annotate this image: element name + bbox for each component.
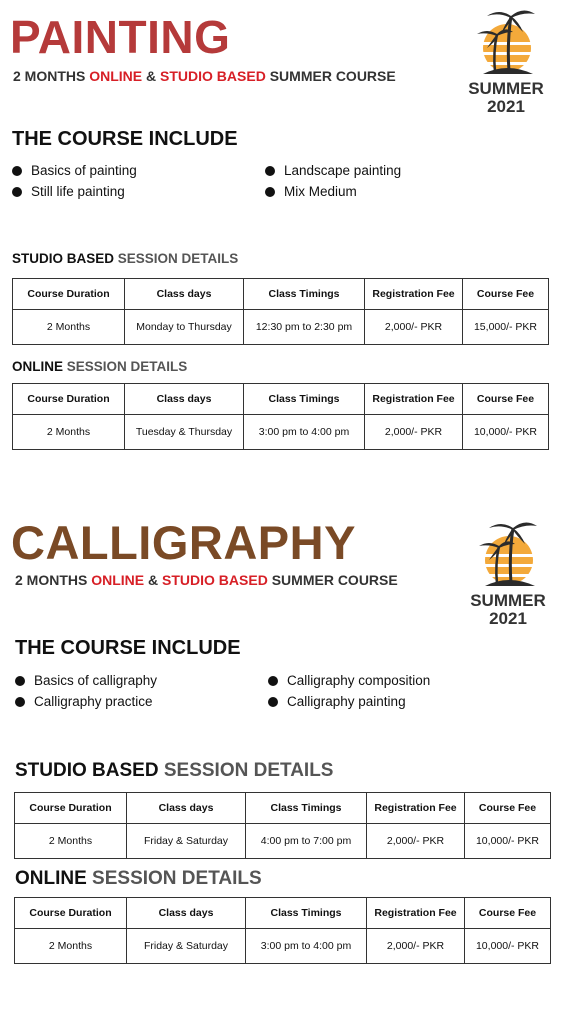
course-include-heading: THE COURSE INCLUDE <box>12 128 238 150</box>
badge-year: 2021 <box>487 97 525 116</box>
list-item-label: Calligraphy painting <box>287 694 406 709</box>
subtitle-suffix: SUMMER COURSE <box>265 68 396 84</box>
subtitle-online: ONLINE <box>89 68 143 84</box>
heading-rest: SESSION DETAILS <box>86 868 262 889</box>
header-cell: Course Fee <box>463 384 549 415</box>
header-cell: Class Timings <box>246 898 367 929</box>
course-items-list <box>12 163 518 199</box>
bullet-icon <box>12 166 22 176</box>
subtitle-amp: & <box>142 68 161 84</box>
header-cell: Registration Fee <box>365 279 463 310</box>
table-cell: 4:00 pm to 7:00 pm <box>246 824 367 859</box>
table-cell: Friday & Saturday <box>127 929 246 964</box>
table-header-row <box>13 384 549 415</box>
heading-rest: SESSION DETAILS <box>158 760 334 781</box>
course-include-heading: THE COURSE INCLUDE <box>15 637 241 659</box>
table-cell: 12:30 pm to 2:30 pm <box>244 310 365 345</box>
list-item-label: Landscape painting <box>284 163 402 178</box>
header-cell: Class days <box>125 384 244 415</box>
heading-bold: ONLINE <box>12 359 64 374</box>
painting-section <box>0 0 563 470</box>
heading-rest: SESSION DETAILS <box>63 359 188 374</box>
header-cell: Course Duration <box>15 898 127 929</box>
bullet-icon <box>265 187 275 197</box>
list-item-label: Calligraphy practice <box>34 694 153 709</box>
list-item <box>268 673 521 688</box>
list-item <box>15 673 268 688</box>
table-cell: 3:00 pm to 4:00 pm <box>246 929 367 964</box>
painting-title: PAINTING <box>10 11 231 63</box>
online-session-table <box>14 897 551 964</box>
header-cell: Class Timings <box>246 793 367 824</box>
list-item <box>15 694 268 709</box>
calligraphy-title: CALLIGRAPHY <box>11 516 356 569</box>
course-items-list <box>15 673 521 709</box>
studio-session-heading <box>15 760 333 782</box>
table-cell: 2 Months <box>13 415 125 450</box>
table-row <box>13 415 549 450</box>
subtitle-prefix: 2 MONTHS <box>15 572 92 588</box>
table-row <box>15 824 551 859</box>
table-cell: 3:00 pm to 4:00 pm <box>244 415 365 450</box>
bullet-icon <box>15 676 25 686</box>
subtitle-studio: STUDIO BASED <box>160 68 266 84</box>
subtitle-suffix: SUMMER COURSE <box>267 572 398 588</box>
bullet-icon <box>268 697 278 707</box>
list-item-label: Mix Medium <box>284 184 357 199</box>
table-cell: 10,000/- PKR <box>465 824 551 859</box>
table-cell: 10,000/- PKR <box>463 415 549 450</box>
table-header-row <box>15 793 551 824</box>
table-cell: 2,000/- PKR <box>365 415 463 450</box>
header-cell: Course Duration <box>13 279 125 310</box>
header-cell: Course Fee <box>465 793 551 824</box>
online-session-heading <box>15 868 262 890</box>
header-cell: Class days <box>127 793 246 824</box>
bullet-icon <box>15 697 25 707</box>
table-row <box>15 929 551 964</box>
summer-badge <box>461 2 551 116</box>
table-cell: 15,000/- PKR <box>463 310 549 345</box>
online-session-table <box>12 383 549 450</box>
online-session-heading <box>12 359 187 374</box>
bullet-icon <box>268 676 278 686</box>
heading-rest: SESSION DETAILS <box>114 251 239 266</box>
badge-season: SUMMER <box>468 79 544 98</box>
table-cell: 2 Months <box>15 824 127 859</box>
subtitle-online: ONLINE <box>91 572 145 588</box>
table-cell: Friday & Saturday <box>127 824 246 859</box>
heading-bold: ONLINE <box>15 868 87 889</box>
table-header-row <box>15 898 551 929</box>
list-item <box>268 694 521 709</box>
header-cell: Course Duration <box>15 793 127 824</box>
list-item <box>265 184 518 199</box>
header-cell: Class days <box>127 898 246 929</box>
header-cell: Course Fee <box>463 279 549 310</box>
badge-season: SUMMER <box>470 591 546 610</box>
header-cell: Registration Fee <box>365 384 463 415</box>
badge-year: 2021 <box>489 609 527 628</box>
table-cell: 2,000/- PKR <box>367 929 465 964</box>
list-item-label: Still life painting <box>31 184 125 199</box>
table-cell: 2 Months <box>15 929 127 964</box>
list-item <box>265 163 518 178</box>
palm-island-icon <box>471 2 541 80</box>
studio-session-table <box>14 792 551 859</box>
header-cell: Course Duration <box>13 384 125 415</box>
studio-session-heading <box>12 251 238 266</box>
painting-subtitle <box>13 68 396 84</box>
list-item-label: Calligraphy composition <box>287 673 431 688</box>
bullet-icon <box>12 187 22 197</box>
subtitle-prefix: 2 MONTHS <box>13 68 90 84</box>
calligraphy-subtitle <box>15 572 398 588</box>
table-cell: 2,000/- PKR <box>367 824 465 859</box>
table-cell: 10,000/- PKR <box>465 929 551 964</box>
list-item <box>12 184 265 199</box>
subtitle-amp: & <box>144 572 163 588</box>
heading-bold: STUDIO BASED <box>15 760 159 781</box>
table-cell: 2,000/- PKR <box>365 310 463 345</box>
table-cell: Monday to Thursday <box>125 310 244 345</box>
palm-island-icon <box>473 514 543 592</box>
summer-badge <box>463 514 553 628</box>
heading-bold: STUDIO BASED <box>12 251 115 266</box>
table-row <box>13 310 549 345</box>
header-cell: Class days <box>125 279 244 310</box>
bullet-icon <box>265 166 275 176</box>
list-item-label: Basics of calligraphy <box>34 673 158 688</box>
header-cell: Class Timings <box>244 279 365 310</box>
list-item-label: Basics of painting <box>31 163 137 178</box>
table-cell: 2 Months <box>13 310 125 345</box>
header-cell: Course Fee <box>465 898 551 929</box>
header-cell: Registration Fee <box>367 898 465 929</box>
table-header-row <box>13 279 549 310</box>
table-cell: Tuesday & Thursday <box>125 415 244 450</box>
calligraphy-section <box>0 500 563 1024</box>
subtitle-studio: STUDIO BASED <box>162 572 268 588</box>
studio-session-table <box>12 278 549 345</box>
list-item <box>12 163 265 178</box>
header-cell: Class Timings <box>244 384 365 415</box>
header-cell: Registration Fee <box>367 793 465 824</box>
